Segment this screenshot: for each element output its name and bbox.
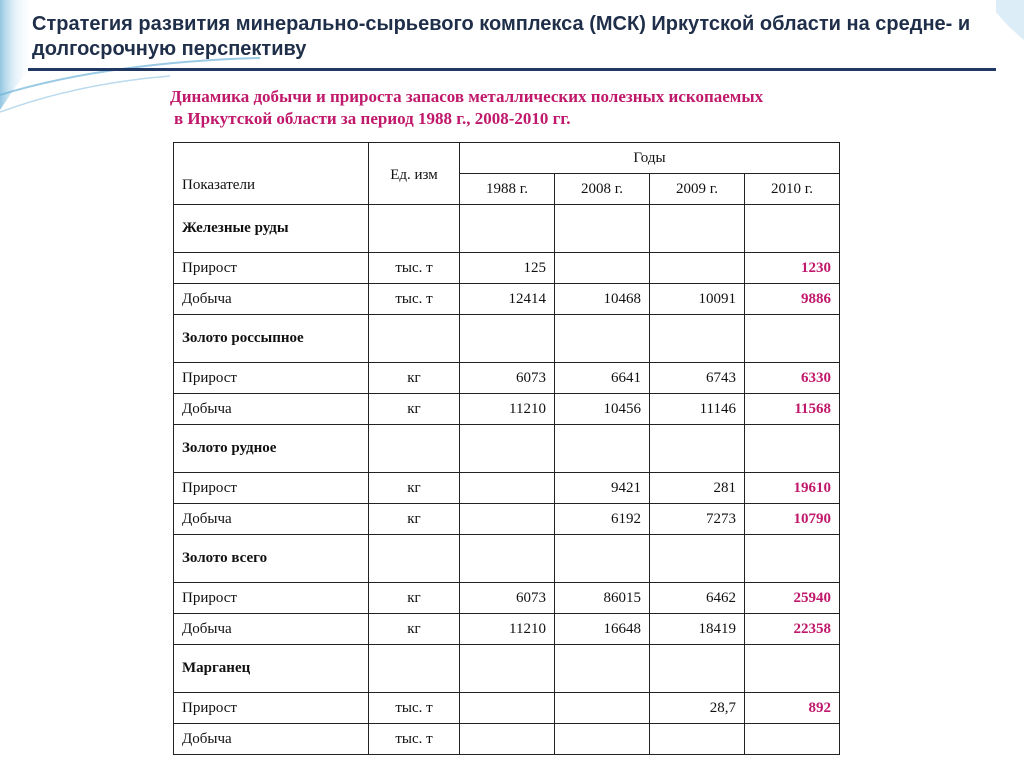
row-unit: кг (369, 394, 460, 425)
section-name: Золото рудное (174, 425, 369, 473)
row-label: Прирост (174, 693, 369, 724)
value-2009: 18419 (650, 614, 745, 645)
value-2008: 6641 (555, 363, 650, 394)
row-label: Прирост (174, 473, 369, 504)
table-row (174, 614, 840, 645)
empty-cell (555, 205, 650, 253)
value-2008 (555, 693, 650, 724)
empty-cell (650, 205, 745, 253)
row-label: Добыча (174, 504, 369, 535)
header-unit: Ед. изм (369, 143, 460, 205)
empty-cell (369, 425, 460, 473)
value-2010 (745, 724, 840, 755)
value-2008: 10468 (555, 284, 650, 315)
empty-cell (460, 535, 555, 583)
row-label: Прирост (174, 253, 369, 284)
value-1988 (460, 504, 555, 535)
section-row (174, 645, 840, 693)
value-2009: 6462 (650, 583, 745, 614)
value-1988: 125 (460, 253, 555, 284)
value-1988: 11210 (460, 614, 555, 645)
empty-cell (369, 205, 460, 253)
value-2008 (555, 724, 650, 755)
row-label: Добыча (174, 724, 369, 755)
value-2008: 86015 (555, 583, 650, 614)
value-2010: 19610 (745, 473, 840, 504)
value-2008: 6192 (555, 504, 650, 535)
row-label: Прирост (174, 583, 369, 614)
empty-cell (369, 315, 460, 363)
value-2010: 25940 (745, 583, 840, 614)
value-1988 (460, 693, 555, 724)
row-unit: кг (369, 583, 460, 614)
section-name: Железные руды (174, 205, 369, 253)
section-name: Золото всего (174, 535, 369, 583)
value-2009: 281 (650, 473, 745, 504)
row-unit: кг (369, 614, 460, 645)
value-2009: 6743 (650, 363, 745, 394)
value-1988: 11210 (460, 394, 555, 425)
table-row (174, 284, 840, 315)
empty-cell (650, 535, 745, 583)
empty-cell (745, 645, 840, 693)
value-2008: 16648 (555, 614, 650, 645)
value-2009 (650, 253, 745, 284)
value-2010: 22358 (745, 614, 840, 645)
empty-cell (369, 535, 460, 583)
row-unit: кг (369, 473, 460, 504)
table-row (174, 473, 840, 504)
value-2010: 10790 (745, 504, 840, 535)
empty-cell (555, 645, 650, 693)
empty-cell (650, 315, 745, 363)
value-2009: 28,7 (650, 693, 745, 724)
table-row (174, 253, 840, 284)
section-name: Золото россыпное (174, 315, 369, 363)
row-unit: тыс. т (369, 284, 460, 315)
table-row (174, 583, 840, 614)
value-1988: 12414 (460, 284, 555, 315)
value-2010: 892 (745, 693, 840, 724)
table-body (174, 143, 840, 755)
header-year-2008: 2008 г. (555, 174, 650, 205)
value-1988: 6073 (460, 583, 555, 614)
header-row-top (174, 143, 840, 174)
table-row (174, 724, 840, 755)
value-2010: 6330 (745, 363, 840, 394)
header-year-2009: 2009 г. (650, 174, 745, 205)
value-2010: 11568 (745, 394, 840, 425)
header-years-group: Годы (460, 143, 840, 174)
title-box (28, 6, 996, 71)
row-label: Добыча (174, 614, 369, 645)
table-caption (170, 86, 763, 130)
section-row (174, 535, 840, 583)
row-unit: тыс. т (369, 693, 460, 724)
value-2009 (650, 724, 745, 755)
empty-cell (745, 535, 840, 583)
empty-cell (745, 425, 840, 473)
row-label: Добыча (174, 284, 369, 315)
value-1988 (460, 473, 555, 504)
section-name: Марганец (174, 645, 369, 693)
row-unit: кг (369, 504, 460, 535)
row-unit: кг (369, 363, 460, 394)
table-row (174, 394, 840, 425)
value-2008 (555, 253, 650, 284)
empty-cell (555, 425, 650, 473)
table-row (174, 363, 840, 394)
empty-cell (745, 205, 840, 253)
table-row (174, 504, 840, 535)
row-label: Прирост (174, 363, 369, 394)
caption-line-2: в Иркутской области за период 1988 г., 2008-2010 гг. (174, 109, 571, 128)
empty-cell (650, 645, 745, 693)
section-row (174, 425, 840, 473)
minerals-table (173, 142, 840, 755)
empty-cell (745, 315, 840, 363)
section-row (174, 205, 840, 253)
header-year-2010: 2010 г. (745, 174, 840, 205)
value-2009: 7273 (650, 504, 745, 535)
empty-cell (650, 425, 745, 473)
empty-cell (369, 645, 460, 693)
value-2010: 9886 (745, 284, 840, 315)
empty-cell (460, 425, 555, 473)
empty-cell (460, 205, 555, 253)
value-2009: 11146 (650, 394, 745, 425)
empty-cell (460, 315, 555, 363)
row-unit: тыс. т (369, 724, 460, 755)
value-1988: 6073 (460, 363, 555, 394)
header-year-1988: 1988 г. (460, 174, 555, 205)
table-row (174, 693, 840, 724)
value-2009: 10091 (650, 284, 745, 315)
empty-cell (460, 645, 555, 693)
value-2010: 1230 (745, 253, 840, 284)
empty-cell (555, 535, 650, 583)
caption-line-1: Динамика добычи и прироста запасов металлических полезных ископаемых (170, 87, 764, 106)
row-unit: тыс. т (369, 253, 460, 284)
empty-cell (555, 315, 650, 363)
row-label: Добыча (174, 394, 369, 425)
value-2008: 9421 (555, 473, 650, 504)
header-indicator: Показатели (174, 143, 369, 205)
section-row (174, 315, 840, 363)
value-2008: 10456 (555, 394, 650, 425)
value-1988 (460, 724, 555, 755)
slide-title: Стратегия развития минерально-сырьевого комплекса (МСК) Иркутской области на средне- и долгосрочную перспективу (32, 13, 971, 60)
